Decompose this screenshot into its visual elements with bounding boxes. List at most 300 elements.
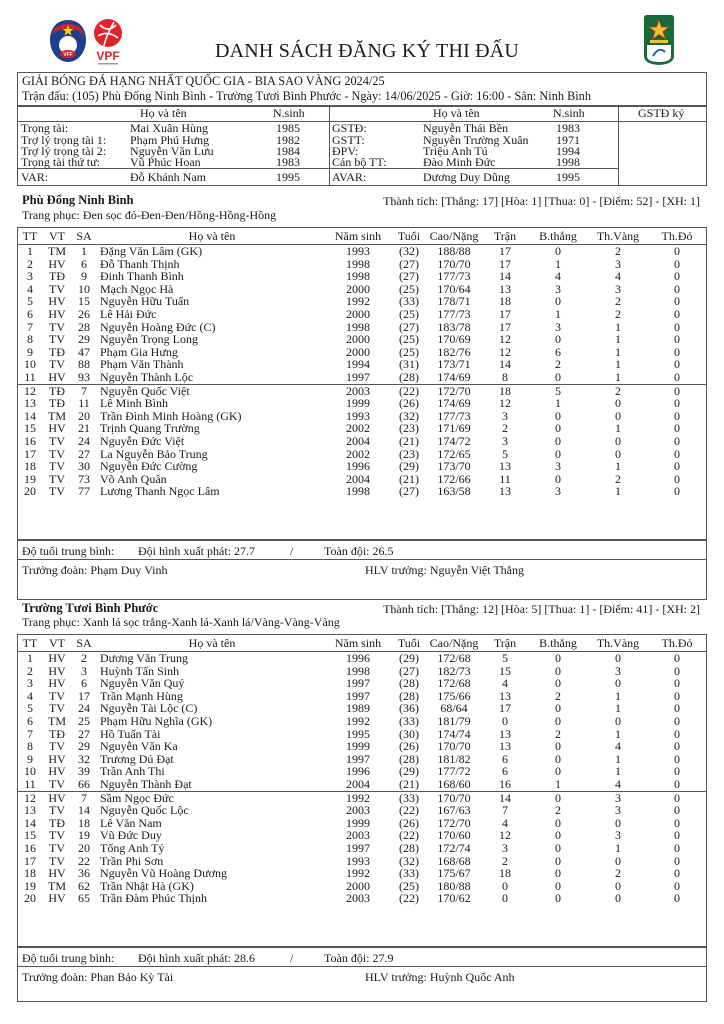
- cell: 4: [615, 739, 621, 754]
- cell: 4: [502, 676, 508, 691]
- cell: 28: [78, 319, 90, 334]
- cell: Nguyễn Đức Việt: [100, 433, 185, 448]
- cell: 6: [27, 306, 33, 321]
- cell: Lê Văn Nam: [100, 815, 162, 830]
- cell: 3: [502, 433, 508, 448]
- cell: 17: [499, 256, 511, 271]
- vff-logo: [48, 18, 88, 64]
- cell: 5: [528, 384, 588, 397]
- cell: 20: [24, 891, 36, 906]
- roster-away: [17, 634, 707, 947]
- cell: 32: [78, 751, 90, 766]
- cell: 15: [499, 663, 511, 678]
- cell: Trần Đàm Phúc Thịnh: [100, 891, 208, 906]
- cell: 13: [499, 459, 511, 474]
- cell: 0: [555, 332, 561, 347]
- cell: 13: [24, 803, 36, 818]
- cell: Đỗ Thanh Thịnh: [100, 256, 180, 271]
- cell: 17: [78, 688, 90, 703]
- cell: 0: [555, 471, 561, 486]
- cell: 0: [674, 281, 680, 296]
- staff-away: [17, 966, 707, 1002]
- cell: TV: [49, 357, 65, 372]
- cell: TV: [49, 828, 65, 843]
- col-header: TT: [18, 635, 42, 652]
- cell: 29: [78, 332, 90, 347]
- cell: 29: [78, 739, 90, 754]
- officials-header-name: Họ và tên: [140, 106, 187, 120]
- cell: 17: [24, 446, 36, 461]
- cell: 3: [615, 256, 621, 271]
- cell: 2000: [346, 332, 370, 347]
- cell: HV: [48, 421, 66, 436]
- avg-age-home: [17, 540, 707, 560]
- cell: 16: [499, 776, 511, 791]
- cell: 0: [555, 294, 561, 309]
- cell: Nguyễn Quốc Lộc: [100, 803, 189, 818]
- cell: Nguyễn Thành Lộc: [100, 369, 194, 384]
- col-header: Th.Đỏ: [648, 635, 706, 652]
- cell: 18: [24, 866, 36, 881]
- cell: 7: [72, 384, 96, 397]
- cell: 171/69: [437, 421, 471, 436]
- cell: 0: [555, 891, 561, 906]
- cell: Nguyễn Văn Ka: [100, 739, 178, 754]
- cell: 1: [615, 369, 621, 384]
- cell: Nguyễn Hoàng Đức (C): [100, 319, 216, 334]
- official-name: Phạm Phú Hưng: [130, 132, 210, 147]
- cell: 6: [502, 764, 508, 779]
- cell: 1998: [346, 256, 370, 271]
- cell: 7: [72, 791, 96, 804]
- official-role: ĐPV:: [332, 144, 359, 158]
- cell: 3: [555, 319, 561, 334]
- cell: 3: [502, 840, 508, 855]
- cell: 7: [27, 726, 33, 741]
- cell: TĐ: [49, 726, 65, 741]
- table-row: [18, 245, 706, 258]
- cell: 0: [555, 676, 561, 691]
- team-kit-home: Trang phục: Đen sọc đỏ-Đen-Đen/Hồng-Hồng-Hồng: [22, 208, 277, 222]
- cell: 11: [24, 776, 36, 791]
- cell: (28): [399, 676, 419, 691]
- cell: 2004: [346, 433, 370, 448]
- cell: (25): [399, 344, 419, 359]
- cell: 0: [674, 776, 680, 791]
- team-record-away: Thành tích: [Thắng: 12] [Hòa: 5] [Thua: 1] - [Điểm: 41] - [XH: 2]: [383, 602, 700, 616]
- cell: 27: [78, 446, 90, 461]
- cell: 3: [615, 281, 621, 296]
- cell: 173/70: [437, 459, 471, 474]
- cell: 11: [78, 396, 90, 411]
- officials-table: [17, 106, 707, 186]
- staff-home: [17, 559, 707, 600]
- cell: 18: [78, 815, 90, 830]
- cell: 3: [555, 459, 561, 474]
- cell: 1: [615, 701, 621, 716]
- cell: 1993: [346, 408, 370, 423]
- cell: (29): [399, 651, 419, 665]
- cell: 163/58: [437, 484, 471, 499]
- avg-sep: /: [290, 951, 294, 965]
- cell: TV: [49, 840, 65, 855]
- official-year: 1971: [556, 132, 580, 147]
- cell: Nguyễn Vũ Hoàng Dương: [100, 866, 227, 881]
- cell: 167/63: [437, 803, 471, 818]
- official-year: 1995: [556, 170, 580, 184]
- cell: 174/69: [437, 369, 471, 384]
- cell: 68/64: [440, 701, 468, 716]
- cell: 2003: [324, 384, 392, 397]
- cell: 1993: [346, 244, 370, 258]
- cell: (28): [399, 369, 419, 384]
- cell: 12: [499, 828, 511, 843]
- cell: 1994: [346, 357, 370, 372]
- cell: 182/76: [437, 344, 471, 359]
- cell: 177/72: [437, 764, 471, 779]
- cell: 1998: [346, 319, 370, 334]
- cell: 1997: [346, 676, 370, 691]
- cell: 13: [24, 396, 36, 411]
- cell: (30): [399, 726, 419, 741]
- cell: Vũ Đức Duy: [100, 828, 162, 843]
- cell: TV: [49, 688, 65, 703]
- cell: 0: [555, 421, 561, 436]
- cell: (33): [399, 294, 419, 309]
- table-row: [18, 308, 706, 321]
- cell: 0: [674, 319, 680, 334]
- cell: 0: [615, 433, 621, 448]
- col-header: Tuổi: [392, 635, 426, 652]
- cell: 170/60: [437, 828, 471, 843]
- cell: 25: [78, 713, 90, 728]
- cell: 93: [78, 369, 90, 384]
- cell: TĐ: [49, 269, 65, 284]
- cell: 2: [615, 471, 621, 486]
- cell: 17: [499, 306, 511, 321]
- cell: 0: [674, 651, 680, 665]
- team-name-home: Phù Đổng Ninh Bình: [22, 193, 134, 207]
- cell: (26): [399, 815, 419, 830]
- cell: 0: [615, 878, 621, 893]
- table-row: [18, 740, 706, 753]
- cell: 39: [78, 764, 90, 779]
- cell: (33): [392, 791, 426, 804]
- col-header: Cao/Nặng: [426, 635, 482, 652]
- cell: 4: [615, 269, 621, 284]
- cell: 172/70: [437, 815, 471, 830]
- cell: 73: [78, 471, 90, 486]
- officials-header-year: N.sinh: [273, 106, 305, 120]
- cell: 177/73: [437, 306, 471, 321]
- cell: 10: [24, 357, 36, 372]
- cell: 0: [674, 484, 680, 499]
- match-line: Trận đấu: (105) Phù Đổng Ninh Bình - Trường Tươi Bình Phước - Ngày: 14/06/2025 - Giờ: 16:00 - Sân: Ninh Bình: [22, 89, 591, 103]
- cell: (22): [399, 891, 419, 906]
- cell: 18: [482, 384, 528, 397]
- cell: Đinh Thanh Bình: [100, 269, 184, 284]
- cell: 2: [555, 357, 561, 372]
- cell: 0: [674, 306, 680, 321]
- cell: 0: [615, 446, 621, 461]
- cell: 6: [81, 676, 87, 691]
- cell: 0: [555, 764, 561, 779]
- cell: (32): [399, 244, 419, 258]
- cell: 1992: [346, 294, 370, 309]
- team-manager: Trưởng đoàn: Phan Bảo Kỳ Tài: [22, 970, 174, 984]
- cell: 16: [24, 433, 36, 448]
- cell: TV: [49, 459, 65, 474]
- table-header-row: [18, 635, 706, 652]
- cell: 175/67: [437, 866, 471, 881]
- cell: 182/73: [437, 663, 471, 678]
- cell: 2003: [346, 891, 370, 906]
- cell: Trần Nhật Hà (GK): [100, 878, 194, 893]
- cell: 168/60: [437, 776, 471, 791]
- official-role: Trợ lý trọng tài 1:: [21, 132, 107, 147]
- cell: 2: [27, 256, 33, 271]
- cell: 170/70: [437, 256, 471, 271]
- cell: 172/66: [437, 471, 471, 486]
- head-coach: HLV trưởng: Huỳnh Quốc Anh: [365, 970, 515, 984]
- cell: 17: [24, 853, 36, 868]
- cell: 0: [648, 384, 706, 397]
- cell: 1: [555, 256, 561, 271]
- cell: (25): [399, 332, 419, 347]
- cell: (23): [399, 421, 419, 436]
- cell: 24: [78, 701, 90, 716]
- cell: 0: [674, 840, 680, 855]
- cell: HV: [48, 891, 66, 906]
- cell: 8: [27, 739, 33, 754]
- cell: 0: [615, 853, 621, 868]
- cell: 0: [674, 269, 680, 284]
- col-header: Năm sinh: [324, 228, 392, 245]
- table-row: [18, 715, 706, 728]
- cell: 0: [555, 853, 561, 868]
- cell: 177/73: [437, 269, 471, 284]
- official-year: 1994: [556, 144, 580, 158]
- col-header: Năm sinh: [324, 635, 392, 652]
- cell: 18: [24, 459, 36, 474]
- cell: 0: [615, 396, 621, 411]
- official-role: VAR:: [21, 170, 49, 184]
- col-header: Tuổi: [392, 228, 426, 245]
- cell: 0: [648, 791, 706, 804]
- cell: 2003: [346, 828, 370, 843]
- cell: 0: [502, 891, 508, 906]
- cell: 188/88: [437, 244, 471, 258]
- official-name: Nguyễn Văn Lưu: [130, 144, 214, 158]
- cell: (27): [399, 484, 419, 499]
- cell: 181/82: [437, 751, 471, 766]
- cell: 66: [78, 776, 90, 791]
- cell: 0: [555, 866, 561, 881]
- cell: 0: [674, 344, 680, 359]
- cell: 1: [555, 776, 561, 791]
- cell: 2: [27, 663, 33, 678]
- cell: 172/70: [426, 384, 482, 397]
- cell: 26: [78, 306, 90, 321]
- team-manager: Trưởng đoàn: Phạm Duy Vinh: [22, 563, 168, 577]
- cell: Võ Anh Quân: [100, 471, 167, 486]
- cell: 170/69: [437, 332, 471, 347]
- cell: 20: [24, 484, 36, 499]
- cell: 0: [674, 244, 680, 258]
- cell: 0: [555, 369, 561, 384]
- cell: 0: [555, 433, 561, 448]
- cell: TV: [49, 446, 65, 461]
- cell: 0: [555, 828, 561, 843]
- cell: 8: [27, 332, 33, 347]
- match-info-box: [17, 72, 707, 106]
- cell: 14: [24, 408, 36, 423]
- cell: 1998: [346, 484, 370, 499]
- cell: 15: [78, 294, 90, 309]
- cell: TV: [49, 484, 65, 499]
- cell: Hồ Tuấn Tài: [100, 726, 161, 741]
- cell: 1999: [346, 396, 370, 411]
- cell: TĐ: [49, 396, 65, 411]
- cell: 9: [27, 344, 33, 359]
- table-row: [18, 652, 706, 665]
- cell: 19: [78, 828, 90, 843]
- team-record-home: Thành tích: [Thắng: 17] [Hòa: 1] [Thua: 0] - [Điểm: 52] - [XH: 1]: [383, 194, 700, 208]
- cell: 1: [615, 484, 621, 499]
- table-row: [18, 460, 706, 473]
- cell: 2: [615, 244, 621, 258]
- cell: 17: [499, 244, 511, 258]
- cell: 0: [502, 713, 508, 728]
- team-name-away: Trường Tươi Bình Phước: [22, 601, 159, 615]
- cell: 2002: [346, 421, 370, 436]
- table-row: [18, 270, 706, 283]
- cell: (31): [399, 357, 419, 372]
- cell: TV: [49, 319, 65, 334]
- cell: 1989: [346, 701, 370, 716]
- table-row: [18, 778, 706, 791]
- official-name: Nguyễn Thái Bền: [423, 121, 509, 135]
- cell: 10: [78, 281, 90, 296]
- cell: 0: [555, 713, 561, 728]
- cell: (21): [399, 433, 419, 448]
- cell: 0: [674, 751, 680, 766]
- avg-starting: Đội hình xuất phát: 28.6: [138, 951, 255, 965]
- cell: TĐ: [42, 384, 72, 397]
- cell: 5: [27, 701, 33, 716]
- table-row: [18, 677, 706, 690]
- cell: 2003: [346, 803, 370, 818]
- cell: 1: [615, 751, 621, 766]
- cell: (33): [399, 713, 419, 728]
- cell: 1: [81, 244, 87, 258]
- cell: 30: [78, 459, 90, 474]
- cell: TV: [49, 776, 65, 791]
- cell: 0: [555, 840, 561, 855]
- cell: 0: [674, 421, 680, 436]
- cell: TĐ: [49, 815, 65, 830]
- cell: 62: [78, 878, 90, 893]
- cell: 4: [555, 269, 561, 284]
- cell: 0: [674, 459, 680, 474]
- cell: 2: [81, 651, 87, 665]
- cell: HV: [48, 651, 66, 665]
- cell: HV: [48, 764, 66, 779]
- cell: Đặng Văn Lâm (GK): [100, 244, 203, 258]
- cell: Dương Văn Trung: [100, 651, 188, 665]
- cell: Nguyễn Trọng Long: [100, 332, 199, 347]
- cell: 13: [499, 739, 511, 754]
- col-header: SA: [72, 228, 96, 245]
- cell: Phạm Văn Thành: [100, 357, 184, 372]
- cell: TV: [49, 471, 65, 486]
- col-header: B.thắng: [528, 635, 588, 652]
- cell: 0: [674, 446, 680, 461]
- col-header: Th.Đỏ: [648, 228, 706, 245]
- cell: 3: [555, 281, 561, 296]
- cell: 0: [555, 446, 561, 461]
- cell: (22): [392, 384, 426, 397]
- col-header: SA: [72, 635, 96, 652]
- cell: (28): [399, 751, 419, 766]
- cell: 15: [24, 421, 36, 436]
- cell: Lê Hải Đức: [100, 306, 157, 321]
- cell: 180/88: [437, 878, 471, 893]
- cell: TM: [48, 713, 66, 728]
- cell: 0: [615, 815, 621, 830]
- cell: 1996: [346, 651, 370, 665]
- cell: 12: [499, 396, 511, 411]
- cell: 2000: [346, 878, 370, 893]
- cell: 0: [674, 663, 680, 678]
- cell: 17: [499, 319, 511, 334]
- cell: 0: [674, 764, 680, 779]
- cell: 36: [78, 866, 90, 881]
- cell: HV: [48, 663, 66, 678]
- cell: (29): [399, 764, 419, 779]
- cell: 0: [555, 751, 561, 766]
- cell: 1: [615, 764, 621, 779]
- cell: 4: [27, 688, 33, 703]
- cell: 16: [24, 840, 36, 855]
- cell: 1: [615, 344, 621, 359]
- cell: 2: [555, 803, 561, 818]
- cell: Phạm Gia Hưng: [100, 344, 178, 359]
- official-year: 1995: [276, 170, 300, 184]
- cell: (27): [399, 319, 419, 334]
- cell: 0: [674, 471, 680, 486]
- cell: 5: [502, 651, 508, 665]
- col-header: TT: [18, 228, 42, 245]
- cell: 88: [78, 357, 90, 372]
- cell: 6: [555, 344, 561, 359]
- cell: (21): [399, 776, 419, 791]
- avg-label: Độ tuổi trung bình:: [22, 544, 115, 558]
- cell: 1: [27, 244, 33, 258]
- cell: Trịnh Quang Trường: [100, 421, 200, 436]
- cell: Mạch Ngọc Hà: [100, 281, 174, 296]
- cell: 5: [27, 294, 33, 309]
- cell: 7: [27, 319, 33, 334]
- cell: 2002: [346, 446, 370, 461]
- cell: 18: [499, 866, 511, 881]
- table-row: [18, 804, 706, 817]
- cell: 9: [27, 751, 33, 766]
- cell: 0: [674, 408, 680, 423]
- cell: (26): [399, 739, 419, 754]
- cell: TĐ: [49, 344, 65, 359]
- official-role: Cán bộ TT:: [332, 155, 387, 169]
